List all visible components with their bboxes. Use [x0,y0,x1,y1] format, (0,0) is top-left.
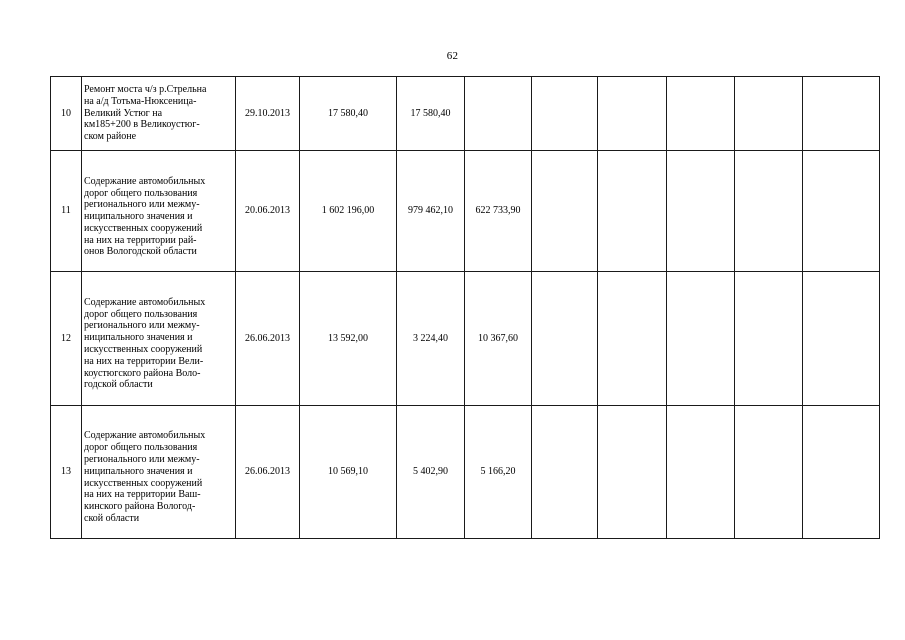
empty-cell [667,272,735,406]
empty-cell [598,272,667,406]
description-line: ниципального значения и [84,211,193,223]
amount-a-cell: 3 224,40 [397,272,465,406]
description-line: ниципального значения и [84,332,193,344]
work-description-cell [82,406,236,539]
empty-cell [735,77,803,151]
row-number-cell: 11 [51,151,82,272]
description-line: кинского района Вологод- [84,501,196,513]
empty-cell [735,151,803,272]
description-line: км185+200 в Великоустюг- [84,119,200,131]
total-amount-cell: 10 569,10 [300,406,397,539]
description-line: ском районе [84,131,137,143]
description-line: дорог общего пользования [84,442,198,454]
table-row [51,151,880,272]
date-cell: 26.06.2013 [236,406,300,539]
empty-cell [532,406,598,539]
empty-cell [735,406,803,539]
total-amount-cell: 1 602 196,00 [300,151,397,272]
empty-cell [532,272,598,406]
description-line: коустюгского района Воло- [84,367,201,379]
description-line: онов Вологодской области [84,246,197,258]
empty-cell [532,151,598,272]
empty-cell [598,77,667,151]
empty-cell [803,151,880,272]
description-line: Содержание автомобильных [84,296,206,308]
empty-cell [667,151,735,272]
description-line: на а/д Тотьма-Нюксеница- [84,95,197,107]
work-description-cell [82,77,236,151]
works-table [50,76,880,539]
description-line: искусственных сооружений [84,477,203,489]
empty-cell [803,77,880,151]
description-line: ской области [84,512,140,524]
empty-cell [598,406,667,539]
amount-b-cell [465,77,532,151]
description-line: регионального или межму- [84,320,200,332]
row-number-cell: 13 [51,406,82,539]
description-line: Великий Устюг на [84,107,163,119]
empty-cell [667,406,735,539]
page-number: 62 [446,50,459,62]
description-line: дорог общего пользования [84,308,198,320]
row-number-cell: 10 [51,77,82,151]
work-description-cell [82,272,236,406]
date-cell: 20.06.2013 [236,151,300,272]
table-row [51,272,880,406]
description-line: регионального или межму- [84,453,200,465]
work-description-cell [82,151,236,272]
amount-a-cell: 5 402,90 [397,406,465,539]
description-line: Содержание автомобильных [84,430,206,442]
description-line: Содержание автомобильных [84,175,206,187]
description-line: искусственных сооружений [84,344,203,355]
empty-cell [803,272,880,406]
amount-a-cell: 17 580,40 [397,77,465,151]
empty-cell [598,151,667,272]
empty-cell [532,77,598,151]
amount-b-cell: 10 367,60 [465,272,532,406]
description-line: искусственных сооружений [84,222,203,234]
description-line: на них на территории рай- [84,234,197,246]
table-row [51,406,880,539]
date-cell: 29.10.2013 [236,77,300,151]
description-line: на них на территории Вели- [84,355,204,367]
description-line: годской области [84,379,153,391]
row-number-cell: 12 [51,272,82,406]
amount-b-cell: 622 733,90 [465,151,532,272]
empty-cell [803,406,880,539]
amount-a-cell: 979 462,10 [397,151,465,272]
description-line: ниципального значения и [84,465,193,477]
date-cell: 26.06.2013 [236,272,300,406]
description-line: дорог общего пользования [84,187,198,199]
description-line: Ремонт моста ч/з р.Стрельна [84,84,207,95]
table-row [51,77,880,151]
description-line: на них на территории Ваш- [84,489,201,501]
description-line: регионального или межму- [84,199,200,211]
total-amount-cell: 13 592,00 [300,272,397,406]
amount-b-cell: 5 166,20 [465,406,532,539]
empty-cell [735,272,803,406]
empty-cell [667,77,735,151]
total-amount-cell: 17 580,40 [300,77,397,151]
